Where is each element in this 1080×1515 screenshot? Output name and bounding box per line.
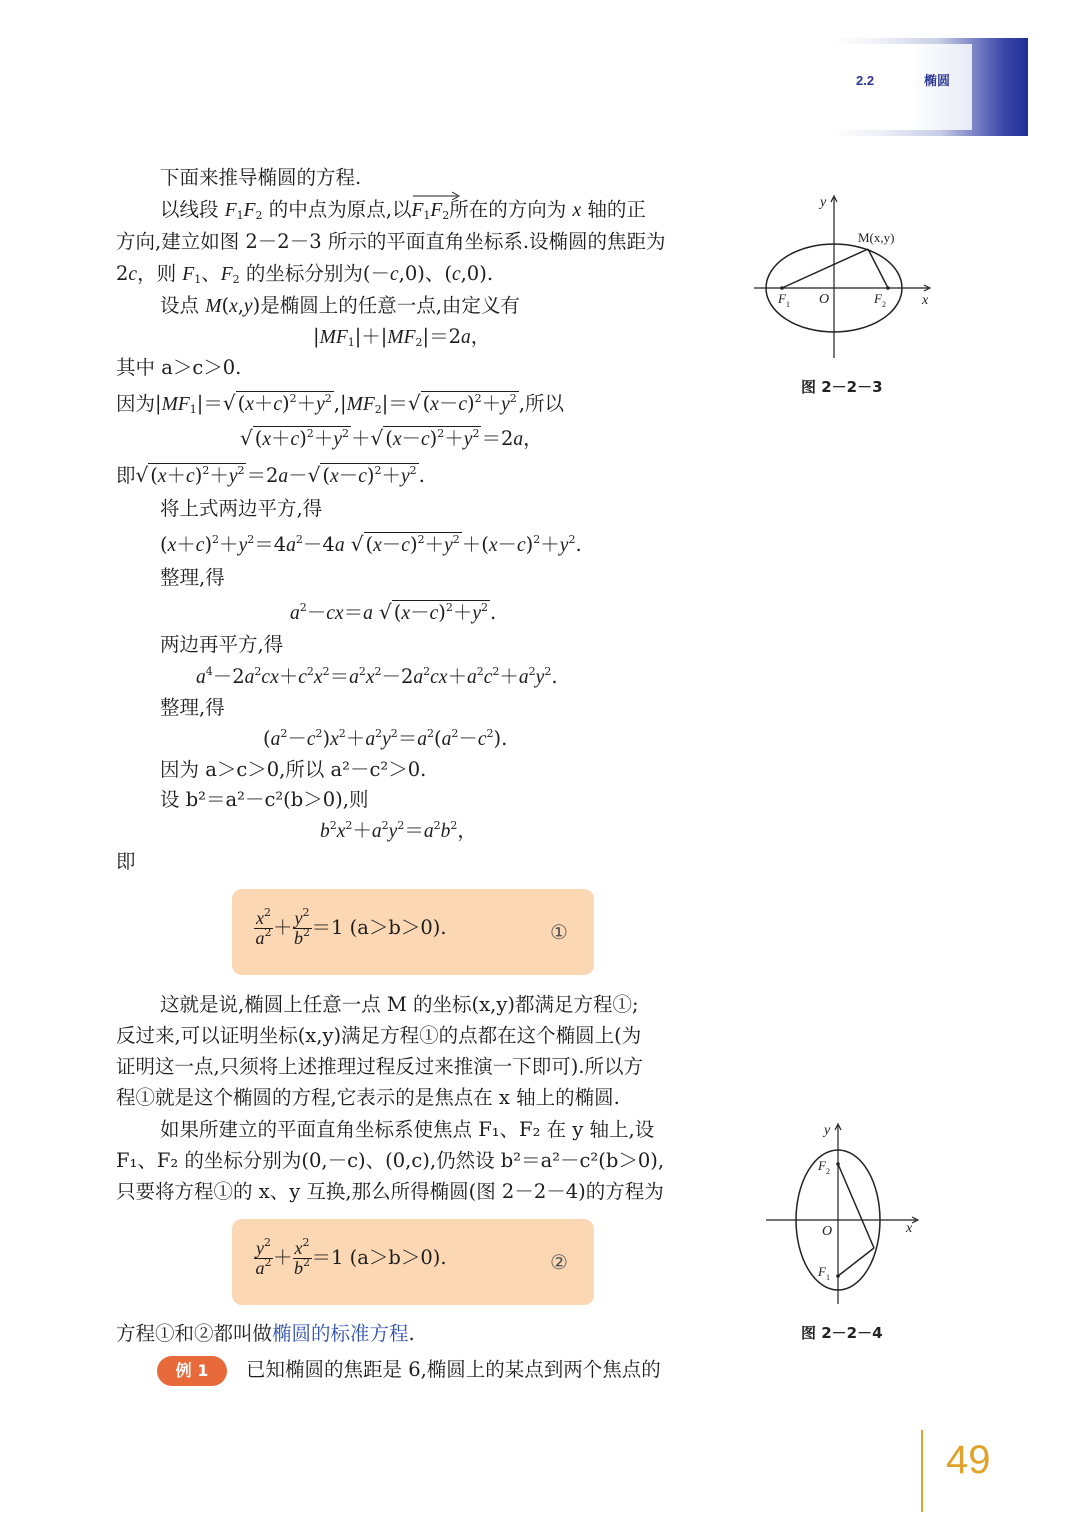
eq2-condition: (a＞b＞0). xyxy=(349,1246,447,1269)
set-b-line: 设 b²＝a²－c²(b＞0),则 xyxy=(160,788,369,811)
organize-label-1: 整理,得 xyxy=(160,566,225,589)
fig2-y-label: y xyxy=(824,1123,831,1138)
para3-line2: 反过来,可以证明坐标(x,y)满足方程①的点都在这个椭圆上(为 xyxy=(116,1024,642,1047)
fig2-f2-label: F xyxy=(818,1158,826,1173)
para1-line1: 以线段 $F_1F_2$ 的中点为原点,以 $F_1F_2$所在的方向为 x 轴的正 xyxy=(160,200,646,221)
organized-equation-1: $a^2-cx=a$ √ $(x-c)^2+y^2$ . xyxy=(290,600,497,624)
figure-caption-2: 图 2－2－4 xyxy=(801,1324,883,1342)
because-line: 因为$|MF_1|=√$ $(x+c)^2+y^2$ $,|MF_2|=√$ $(x-c)^2+y^2$ ,所以 xyxy=(116,391,564,416)
sum-root-equation: √ $(x+c)^2+y^2$ ＋√ $(x-c)^2+y^2 =2a$， xyxy=(240,426,543,450)
organized-equation-2: $(a^2-c^2)x^2+a^2y^2=a^2(a^2-c^2)$. xyxy=(263,727,508,750)
fig1-y-label: y xyxy=(820,195,827,210)
fig2-origin-label: O xyxy=(822,1224,833,1239)
fig1-origin-label: O xyxy=(819,292,830,307)
page-number-rule xyxy=(921,1430,923,1512)
definition-equation: $|MF_1|+|MF_2|=2a$， xyxy=(313,325,491,349)
fig1-point-label: M(x,y) xyxy=(858,230,895,245)
intro-line: 下面来推导椭圆的方程. xyxy=(160,166,362,189)
condition-line: 其中 a＞c＞0. xyxy=(116,356,242,379)
example-text: 已知椭圆的焦距是 6,椭圆上的某点到两个焦点的 xyxy=(246,1358,661,1381)
para2-line: 设点 M(x,y)是椭圆上的任意一点,由定义有 xyxy=(160,294,520,317)
squared-again-equation: $a^4-2a^2cx+c^2x^2=a^2x^2-2a^2cx+a^2c^2+a^2y^2$. xyxy=(196,665,558,688)
standard-equation-line: 方程①和②都叫做椭圆的标准方程. xyxy=(116,1322,415,1345)
para3-line1: 这就是说,椭圆上任意一点 M 的坐标(x,y)都满足方程①; xyxy=(160,993,639,1016)
figure-caption-1: 图 2－2－3 xyxy=(801,378,883,396)
svg-text:2: 2 xyxy=(826,1167,830,1176)
eq1-condition: (a＞b＞0). xyxy=(349,916,447,939)
svg-text:1: 1 xyxy=(826,1273,830,1282)
page-number: 49 xyxy=(946,1438,991,1482)
section-title: 椭圆 xyxy=(924,73,951,88)
para1-line3: 2c，则 $F_1$、$F_2$ 的坐标分别为(－c,0)、(c,0). xyxy=(116,262,494,286)
standard-equation-term: 椭圆的标准方程 xyxy=(272,1322,409,1345)
figure-ellipse-horizontal xyxy=(748,190,938,365)
equation-box-2 xyxy=(232,1219,594,1305)
svg-text:1: 1 xyxy=(786,300,790,309)
since-line: 因为 a＞c＞0,所以 a²－c²＞0. xyxy=(160,758,427,781)
para4-line1: 如果所建立的平面直角坐标系使焦点 F₁、F₂ 在 y 轴上,设 xyxy=(160,1118,655,1141)
square-step-label: 将上式两边平方,得 xyxy=(160,497,323,520)
fig2-f1-label: F xyxy=(818,1264,826,1279)
square-again-label: 两边再平方,得 xyxy=(160,633,284,656)
ji-equation: 即√ $(x+c)^2+y^2 =2a-√$ $(x-c)^2+y^2$ . xyxy=(116,463,425,487)
b-equation: $b^2x^2+a^2y^2=a^2b^2$， xyxy=(320,819,477,842)
equation-2-label: ② xyxy=(550,1250,568,1274)
figure-ellipse-vertical xyxy=(760,1118,925,1308)
para3-line3: 证明这一点,只须将上述推理过程反过来推演一下即可).所以方 xyxy=(116,1055,644,1078)
svg-text:2: 2 xyxy=(882,300,886,309)
equation-box-1 xyxy=(232,889,594,975)
section-number: 2.2 xyxy=(856,73,875,88)
para3-line4: 程①就是这个椭圆的方程,它表示的是焦点在 x 轴上的椭圆. xyxy=(116,1086,620,1109)
para4-line3: 只要将方程①的 x、y 互换,那么所得椭圆(图 2－2－4)的方程为 xyxy=(116,1180,664,1203)
equation-1-label: ① xyxy=(550,920,568,944)
fig1-f1-label: F xyxy=(778,291,786,306)
fig2-x-label: x xyxy=(906,1221,913,1236)
para1-line2: 方向,建立如图 2－2－3 所示的平面直角坐标系.设椭圆的焦距为 xyxy=(116,230,666,253)
fig1-f2-label: F xyxy=(874,291,882,306)
ji-label: 即 xyxy=(116,850,136,873)
example-badge: 例 1 xyxy=(157,1356,227,1386)
para4-line2: F₁、F₂ 的坐标分别为(0,－c)、(0,c),仍然设 b²＝a²－c²(b＞0), xyxy=(116,1149,665,1172)
squared-equation: $(x+c)^2+y^2=4a^2-4a$ √ $(x-c)^2+y^2 +(x-c)^2+y^2$. xyxy=(160,532,582,556)
fig1-x-label: x xyxy=(922,293,929,308)
standard-equation-2: $\frac{y^2}{a^2}$ ＋ $\frac{x^2}{b^2}$ ＝1 (a＞b＞0). xyxy=(255,1236,447,1278)
standard-equation-1: $\frac{x^2}{a^2}$ ＋ $\frac{y^2}{b^2}$ ＝1 (a＞b＞0). xyxy=(255,906,447,948)
organize-label-2: 整理,得 xyxy=(160,696,225,719)
